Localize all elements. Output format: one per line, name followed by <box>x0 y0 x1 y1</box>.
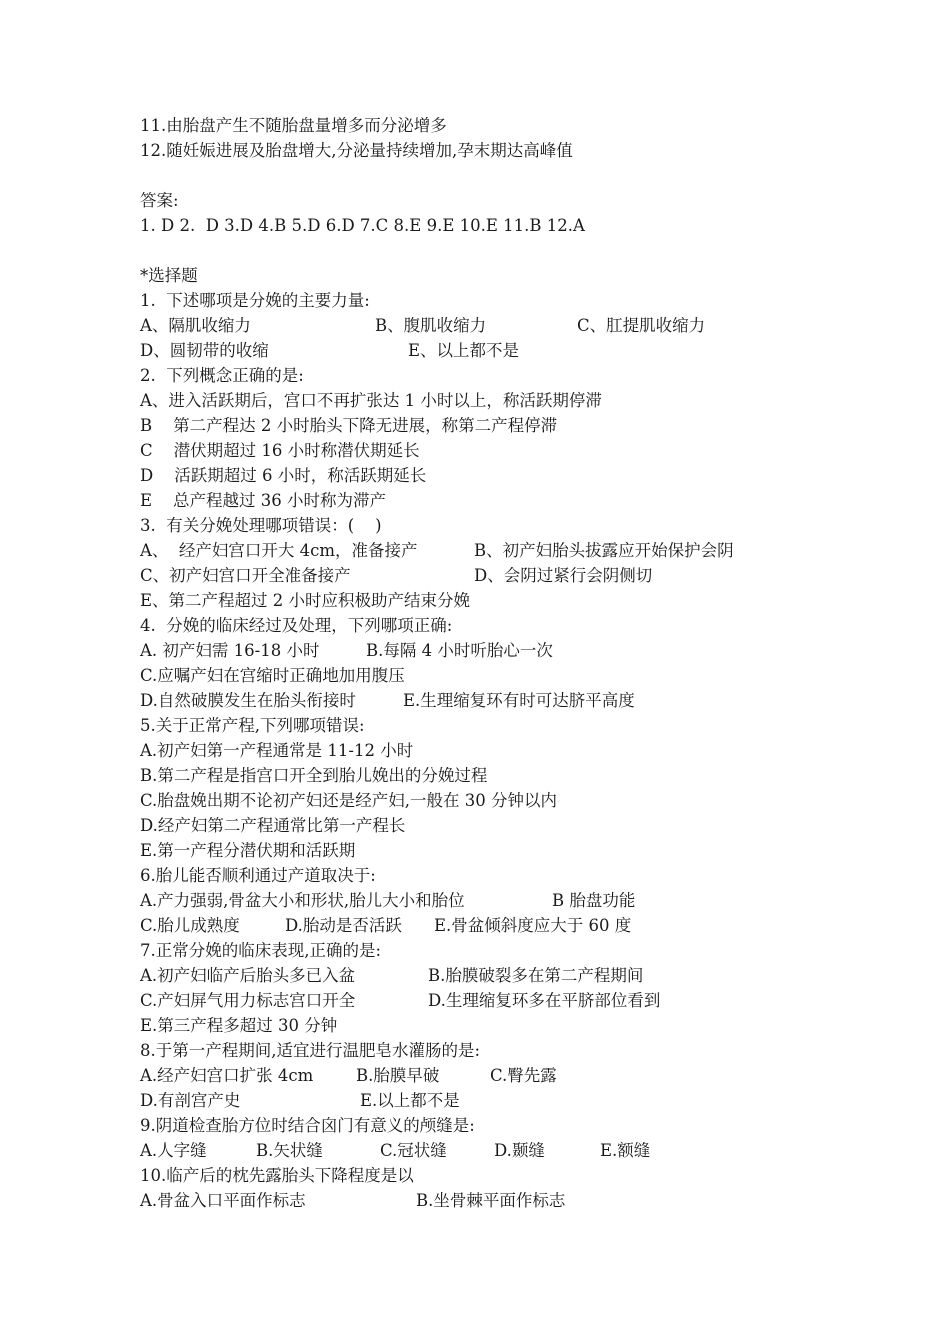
option: A.初产妇第一产程通常是 11-12 小时 <box>140 741 414 760</box>
option: B.第二产程是指宫口开全到胎儿娩出的分娩过程 <box>140 766 488 785</box>
question-stem: 2. 下列概念正确的是: <box>140 366 304 385</box>
option: C、肛提肌收缩力 <box>577 316 706 335</box>
section-title: *选择题 <box>140 266 198 285</box>
option: E、第二产程超过 2 小时应积极助产结束分娩 <box>140 591 471 610</box>
option: C.冠状缝 <box>380 1141 447 1160</box>
option: B.每隔 4 小时听胎心一次 <box>366 641 553 660</box>
option: D.有剖宫产史 <box>140 1091 241 1110</box>
option: D、会阴过紧行会阴侧切 <box>474 566 653 585</box>
option: D.经产妇第二产程通常比第一产程长 <box>140 816 406 835</box>
question-stem: 10.临产后的枕先露胎头下降程度是以 <box>140 1166 414 1185</box>
question-stem: 7.正常分娩的临床表现,正确的是: <box>140 941 382 960</box>
option: C.臀先露 <box>490 1066 557 1085</box>
option: A、进入活跃期后，宫口不再扩张达 1 小时以上，称活跃期停滞 <box>140 391 602 410</box>
answer-key: 1. D 2. D 3.D 4.B 5.D 6.D 7.C 8.E 9.E 10.E 11.B 12.A <box>140 216 585 235</box>
text-line: 12.随妊娠进展及胎盘增大,分泌量持续增加,孕末期达高峰值 <box>140 141 573 160</box>
option: B.坐骨棘平面作标志 <box>416 1191 566 1210</box>
option: B.矢状缝 <box>256 1141 323 1160</box>
option: B 胎盘功能 <box>552 891 636 910</box>
option: D、圆韧带的收缩 <box>140 341 269 360</box>
option: E.骨盆倾斜度应大于 60 度 <box>434 916 632 935</box>
question-stem: 4. 分娩的临床经过及处理，下列哪项正确: <box>140 616 453 635</box>
option: C 潜伏期超过 16 小时称潜伏期延长 <box>140 441 420 460</box>
option: C.应嘱产妇在宫缩时正确地加用腹压 <box>140 666 405 685</box>
option: A.产力强弱,骨盆大小和形状,胎儿大小和胎位 <box>140 891 465 910</box>
option: B、初产妇胎头拔露应开始保护会阴 <box>474 541 734 560</box>
option: E.生理缩复环有时可达脐平高度 <box>403 691 635 710</box>
option: A.骨盆入口平面作标志 <box>140 1191 306 1210</box>
option: E、以上都不是 <box>408 341 520 360</box>
option: A、 经产妇宫口开大 4cm，准备接产 <box>140 541 418 560</box>
option: D.生理缩复环多在平脐部位看到 <box>428 991 661 1010</box>
option: A、隔肌收缩力 <box>140 316 251 335</box>
option: B.胎膜破裂多在第二产程期间 <box>428 966 644 985</box>
option: B.胎膜早破 <box>356 1066 440 1085</box>
question-stem: 3. 有关分娩处理哪项错误：( ) <box>140 516 382 535</box>
option: D.颞缝 <box>494 1141 545 1160</box>
option: A.人字缝 <box>140 1141 207 1160</box>
option: A.经产妇宫口扩张 4cm <box>140 1066 314 1085</box>
text-line: 11.由胎盘产生不随胎盘量增多而分泌增多 <box>140 116 447 135</box>
option: B 第二产程达 2 小时胎头下降无进展，称第二产程停滞 <box>140 416 558 435</box>
option: B、腹肌收缩力 <box>375 316 487 335</box>
answer-heading: 答案: <box>140 191 179 210</box>
option: A.初产妇临产后胎头多已入盆 <box>140 966 356 985</box>
option: D.胎动是否活跃 <box>285 916 402 935</box>
question-stem: 1. 下述哪项是分娩的主要力量: <box>140 291 370 310</box>
question-stem: 8.于第一产程期间,适宜进行温肥皂水灌肠的是: <box>140 1041 481 1060</box>
option: E.第三产程多超过 30 分钟 <box>140 1016 338 1035</box>
option: C、初产妇宫口开全准备接产 <box>140 566 351 585</box>
question-stem: 6.胎儿能否顺利通过产道取决于: <box>140 866 376 885</box>
question-stem: 9.阴道检查胎方位时结合囟门有意义的颅缝是: <box>140 1116 475 1135</box>
option: C.胎儿成熟度 <box>140 916 240 935</box>
question-stem: 5.关于正常产程,下列哪项错误: <box>140 716 365 735</box>
option: E.第一产程分潜伏期和活跃期 <box>140 841 356 860</box>
option: D.自然破膜发生在胎头衔接时 <box>140 691 356 710</box>
option: C.产妇屏气用力标志宫口开全 <box>140 991 356 1010</box>
option: A. 初产妇需 16-18 小时 <box>140 641 320 660</box>
option: E 总产程越过 36 小时称为滞产 <box>140 491 387 510</box>
option: E.额缝 <box>600 1141 651 1160</box>
option: C.胎盘娩出期不论初产妇还是经产妇,一般在 30 分钟以内 <box>140 791 558 810</box>
option: E.以上都不是 <box>360 1091 460 1110</box>
option: D 活跃期超过 6 小时，称活跃期延长 <box>140 466 427 485</box>
